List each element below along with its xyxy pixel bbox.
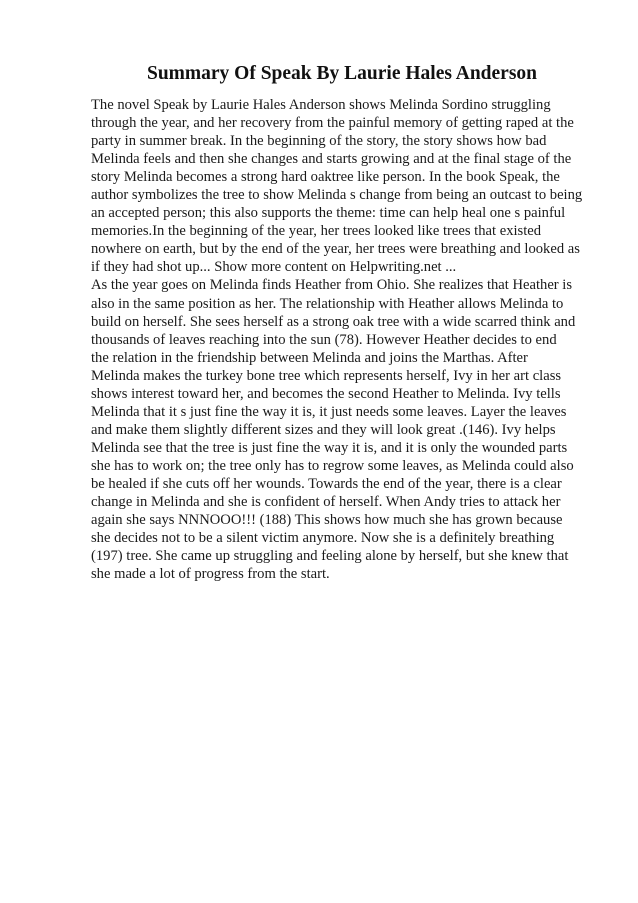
body-text-line: change in Melinda and she is confident of herself. When Andy tries to attack her	[91, 494, 561, 511]
body-text-line: As the year goes on Melinda finds Heather from Ohio. She realizes that Heather is	[91, 277, 573, 294]
body-text-line: she made a lot of progress from the start.	[91, 566, 330, 583]
body-text-line: be healed if she cuts off her wounds. Towards the end of the year, there is a clear	[91, 475, 562, 492]
body-text-line: author symbolizes the tree to show Melinda s change from being an outcast to being	[91, 187, 583, 204]
body-text-line: Melinda see that the tree is just fine the way it is, and it is only the wounded parts	[91, 439, 568, 456]
body-text-line: Melinda makes the turkey bone tree which represents herself, Ivy in her art class	[91, 367, 562, 384]
body-text-line: story Melinda becomes a strong hard oaktree like person. In the book Speak, the	[91, 169, 560, 186]
body-text-line: memories.In the beginning of the year, her trees looked like trees that existed	[91, 223, 542, 240]
body-text-line: the relation in the friendship between Melinda and joins the Marthas. After	[91, 349, 528, 366]
body-text-line: Melinda that it s just fine the way it is, it just needs some leaves. Layer the leaves	[91, 403, 567, 420]
body-text-line: she decides not to be a silent victim anymore. Now she is a definitely breathing	[91, 530, 555, 547]
body-text-line: again she says NNNOOO!!! (188) This shows how much she has grown because	[91, 512, 563, 529]
body-text-line: also in the same position as her. The relationship with Heather allows Melinda to	[91, 295, 564, 312]
body-text-line: party in summer break. In the beginning of the story, the story shows how bad	[91, 133, 547, 150]
body-text-line: The novel Speak by Laurie Hales Anderson shows Melinda Sordino struggling	[91, 97, 551, 113]
body-text-line: and make them slightly different sizes and they will look great .(146). Ivy helps	[91, 421, 556, 438]
body-text-line: shows interest toward her, and becomes the second Heather to Melinda. Ivy tells	[91, 385, 561, 402]
document-title: Summary Of Speak By Laurie Hales Anderson	[146, 63, 538, 84]
body-text-line: through the year, and her recovery from the painful memory of getting raped at the	[91, 115, 574, 132]
body-text-line: thousands of leaves reaching into the sun (78). However Heather decides to end	[91, 331, 557, 348]
body-text-line: build on herself. She sees herself as a strong oak tree with a wide scarred think and	[91, 313, 576, 330]
body-text-line: Melinda feels and then she changes and starts growing and at the final stage of the	[91, 151, 572, 168]
body-text-line: nowhere on earth, but by the end of the year, her trees were breathing and looked as	[91, 241, 580, 258]
body-text-line: an accepted person; this also supports the theme: time can help heal one s painful	[91, 205, 566, 222]
body-text-line: if they had shot up... Show more content on Helpwriting.net ...	[91, 259, 457, 276]
body-text-line: (197) tree. She came up struggling and feeling alone by herself, but she knew that	[91, 548, 569, 565]
document-body	[91, 96, 631, 583]
body-text-line: she has to work on; the tree only has to regrow some leaves, as Melinda could also	[91, 457, 574, 474]
